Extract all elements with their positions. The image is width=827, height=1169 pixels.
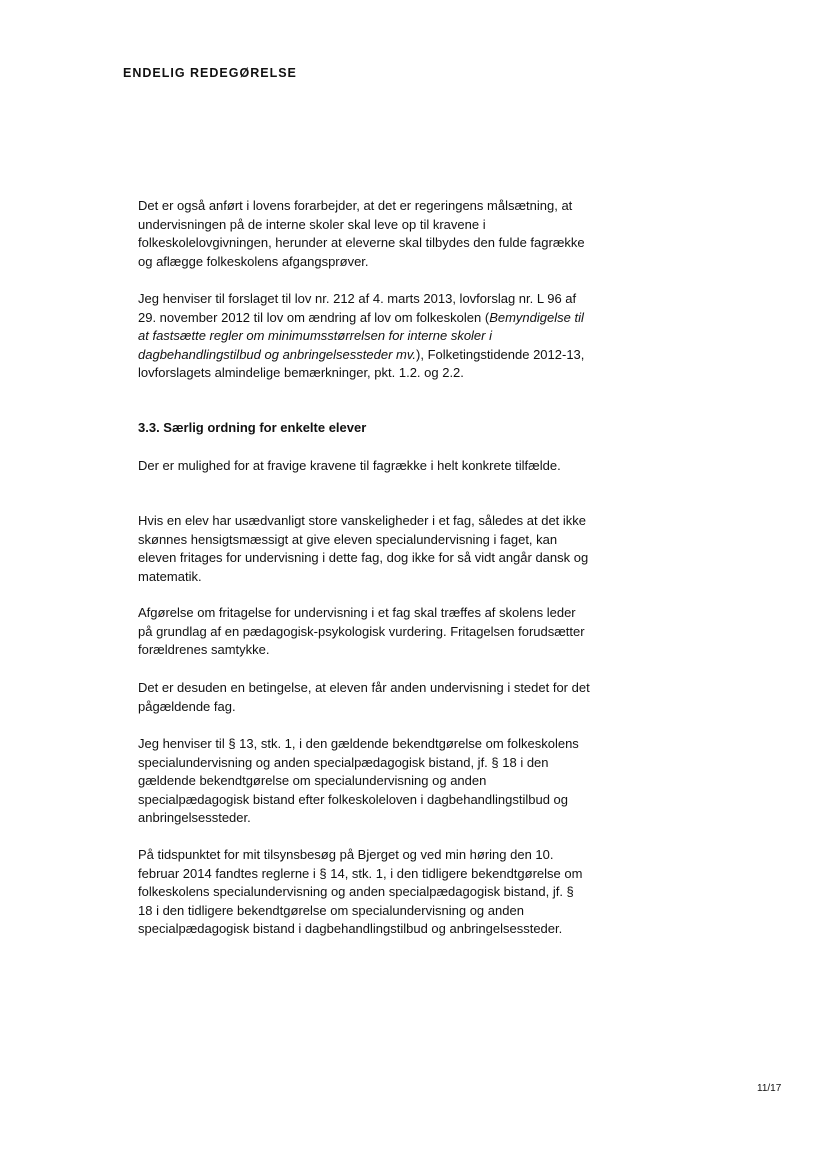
paragraph-text: Der er mulighed for at fravige kravene til fagrække i helt konkrete tilfælde. (138, 458, 561, 473)
paragraph-text: Det er desuden en betingelse, at eleven får anden undervisning i stedet for det pågældende fag. (138, 680, 590, 714)
bill-reference-tail: ), Folketingstidende 2012-13, lovforslagets almindelige bemærkninger, pkt. 1.2. og 2.2. (138, 346, 585, 381)
document-title: ENDELIG REDEGØRELSE (123, 66, 297, 80)
paragraph-exemption-decision (138, 604, 590, 660)
page-number: 11/17 (757, 1083, 782, 1094)
paragraph-text: Afgørelse om fritagelse for undervisning i et fag skal træffes af skolens leder på grundlag af en pædagogisk-psykologisk vurdering. Fritagelsen forudsætter forældrenes samtykke. (138, 605, 585, 658)
paragraph-alternative-teaching (138, 679, 590, 716)
paragraph-previous-rules (138, 846, 590, 939)
paragraph-exception (138, 457, 590, 476)
paragraph-current-rules (138, 735, 590, 828)
section-heading: 3.3. Særlig ordning for enkelte elever (138, 420, 367, 435)
paragraph-bill-reference (138, 290, 590, 383)
paragraph-legislative-history (138, 197, 590, 271)
bill-reference-text: Jeg henviser til forslaget til lov nr. 212 af 4. marts 2013, lovforslag nr. L 96 af 29. november 2012 til lov om ændring af lov om folkeskolen ( (138, 291, 577, 325)
paragraph-text (138, 290, 590, 383)
paragraph-text: Det er også anført i lovens forarbejder, at det er regeringens målsætning, at undervisningen på de interne skoler skal leve op til kravene i folkeskolelovgivningen, herunder at eleverne skal tilbydes den fulde fagrække og aflægge folkeskolens afgangsprøver. (138, 198, 585, 269)
paragraph-text: På tidspunktet for mit tilsynsbesøg på Bjerget og ved min høring den 10. februar 2014 fandtes reglerne i § 14, stk. 1, i den tidligere bekendtgørelse om folkeskolens specialundervisning og anden specialpædagogisk bistand, jf. § 18 i den tidligere bekendtgørelse om specialundervisning og anden specialpædagogisk bistand i dagbehandlingstilbud og anbringelsessteder. (138, 847, 583, 937)
paragraph-exemption-conditions (138, 512, 590, 586)
paragraph-text: Jeg henviser til § 13, stk. 1, i den gældende bekendtgørelse om folkeskolens specialundervisning og anden specialpædagogisk bistand, jf. § 18 i den gældende bekendtgørelse om specialundervisning og anden specialpædagogisk bistand efter folkeskoleloven i dagbehandlingstilbud og anbringelsessteder. (138, 736, 579, 826)
bill-title-italic: Bemyndigelse til at fastsætte regler om minimumsstørrelsen for interne skoler i dagbehandlingstilbud og anbringelsessteder mv. (138, 309, 584, 362)
paragraph-text: Hvis en elev har usædvanligt store vanskeligheder i et fag, således at det ikke skønnes hensigtsmæssigt at give eleven specialundervisning i faget, kan eleven fritages for undervisning i dette fag, dog ikke for så vidt angår dansk og matematik. (138, 513, 589, 584)
